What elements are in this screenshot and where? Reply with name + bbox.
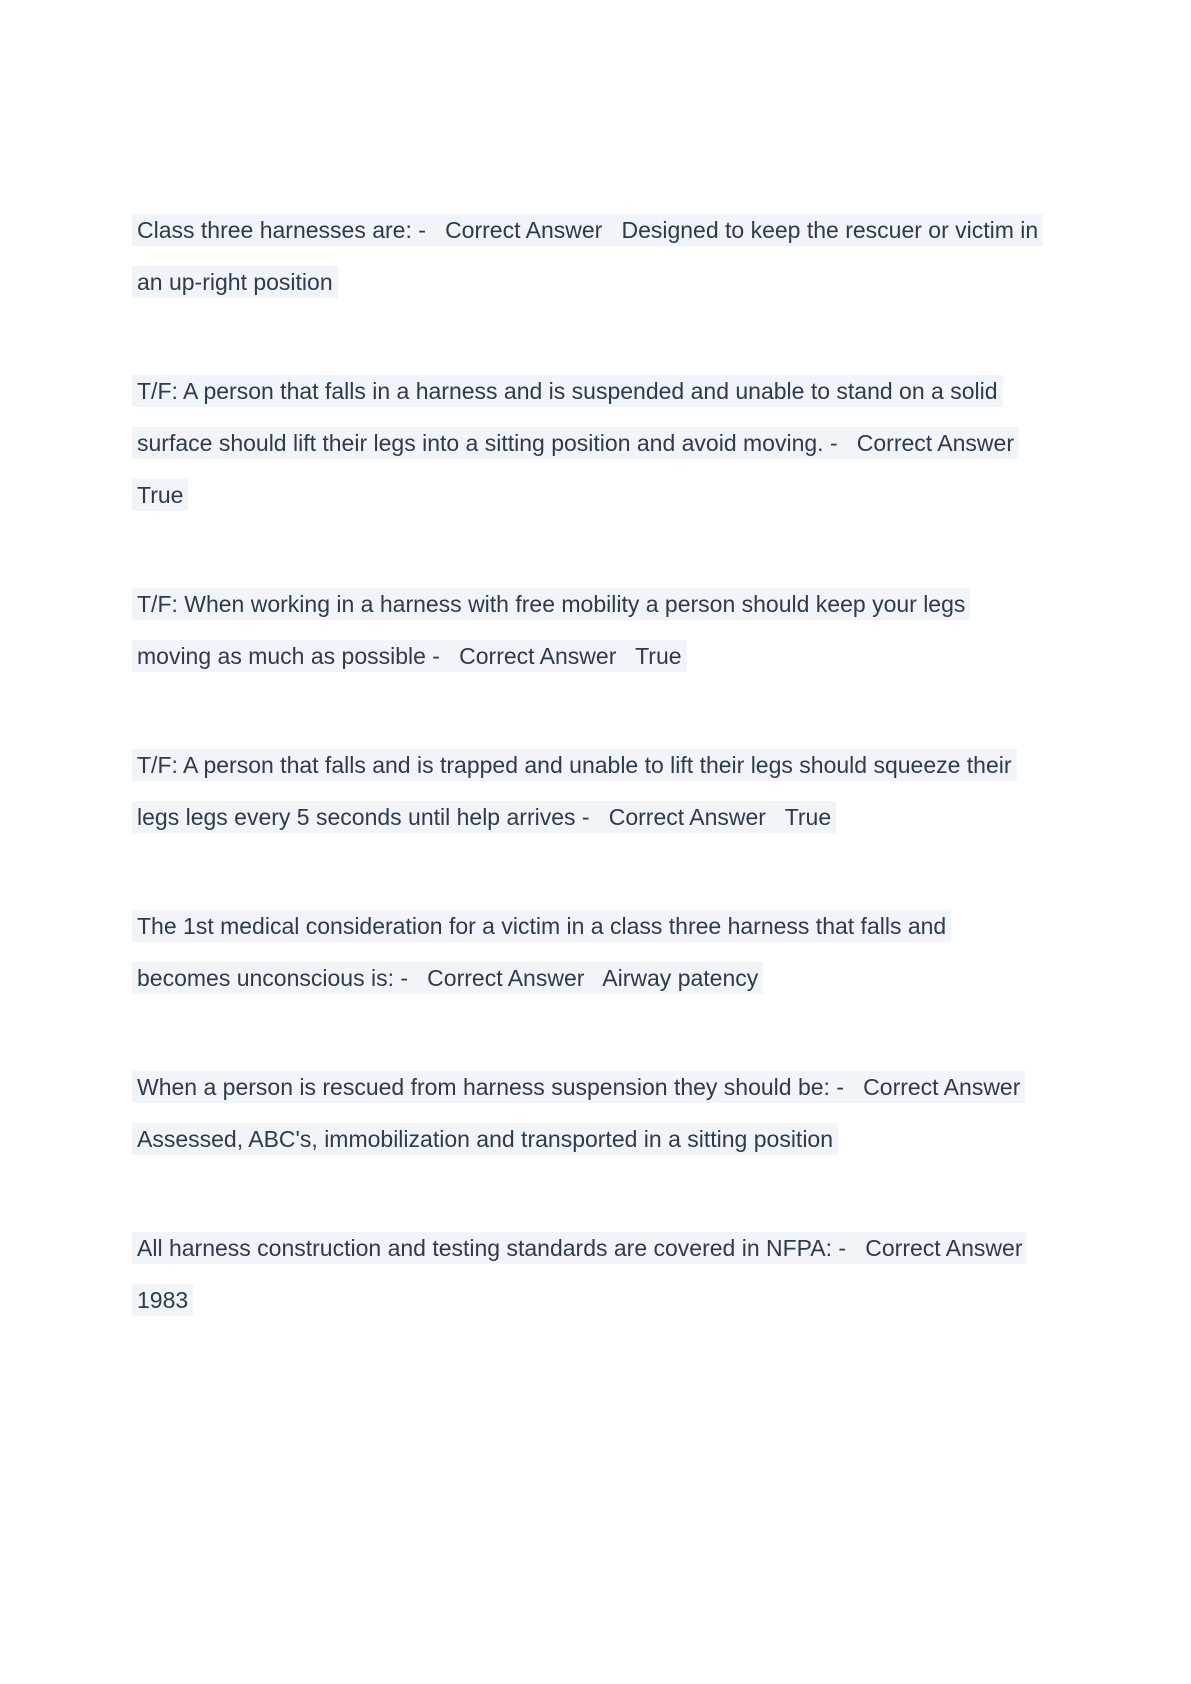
- text-line: [137, 952, 1097, 1004]
- text-line: [137, 469, 1097, 521]
- highlighted-text: The 1st medical consideration for a victim in a class three harness that falls and: [132, 910, 951, 942]
- text-line: [137, 630, 1097, 682]
- text-line: [137, 791, 1097, 843]
- text-line: [137, 1222, 1097, 1274]
- document-content: [137, 204, 1097, 1326]
- text-line: [137, 204, 1097, 256]
- text-line: [137, 739, 1097, 791]
- highlighted-text: T/F: A person that falls and is trapped and unable to lift their legs should squeeze their: [132, 749, 1017, 781]
- highlighted-text: an up-right position: [132, 266, 338, 298]
- text-line: [137, 1061, 1097, 1113]
- qa-paragraph: [137, 1222, 1097, 1326]
- text-line: [137, 1113, 1097, 1165]
- highlighted-text: T/F: When working in a harness with free mobility a person should keep your legs: [132, 588, 970, 620]
- highlighted-text: Assessed, ABC's, immobilization and transported in a sitting position: [132, 1123, 838, 1155]
- highlighted-text: 1983: [132, 1284, 193, 1316]
- qa-paragraph: [137, 900, 1097, 1004]
- highlighted-text: True: [132, 479, 188, 511]
- text-line: [137, 900, 1097, 952]
- highlighted-text: All harness construction and testing standards are covered in NFPA: - Correct Answer: [132, 1232, 1027, 1264]
- text-line: [137, 256, 1097, 308]
- highlighted-text: legs legs every 5 seconds until help arrives - Correct Answer True: [132, 801, 836, 833]
- qa-paragraph: [137, 1061, 1097, 1165]
- qa-paragraph: [137, 365, 1097, 521]
- highlighted-text: surface should lift their legs into a sitting position and avoid moving. - Correct Answer: [132, 427, 1019, 459]
- highlighted-text: T/F: A person that falls in a harness and is suspended and unable to stand on a solid: [132, 375, 1003, 407]
- text-line: [137, 365, 1097, 417]
- qa-paragraph: [137, 739, 1097, 843]
- highlighted-text: becomes unconscious is: - Correct Answer Airway patency: [132, 962, 763, 994]
- highlighted-text: Class three harnesses are: - Correct Answer Designed to keep the rescuer or victim in: [132, 214, 1043, 246]
- text-line: [137, 417, 1097, 469]
- text-line: [137, 1274, 1097, 1326]
- qa-paragraph: [137, 204, 1097, 308]
- text-line: [137, 578, 1097, 630]
- highlighted-text: moving as much as possible - Correct Answer True: [132, 640, 687, 672]
- highlighted-text: When a person is rescued from harness suspension they should be: - Correct Answer: [132, 1071, 1025, 1103]
- qa-paragraph: [137, 578, 1097, 682]
